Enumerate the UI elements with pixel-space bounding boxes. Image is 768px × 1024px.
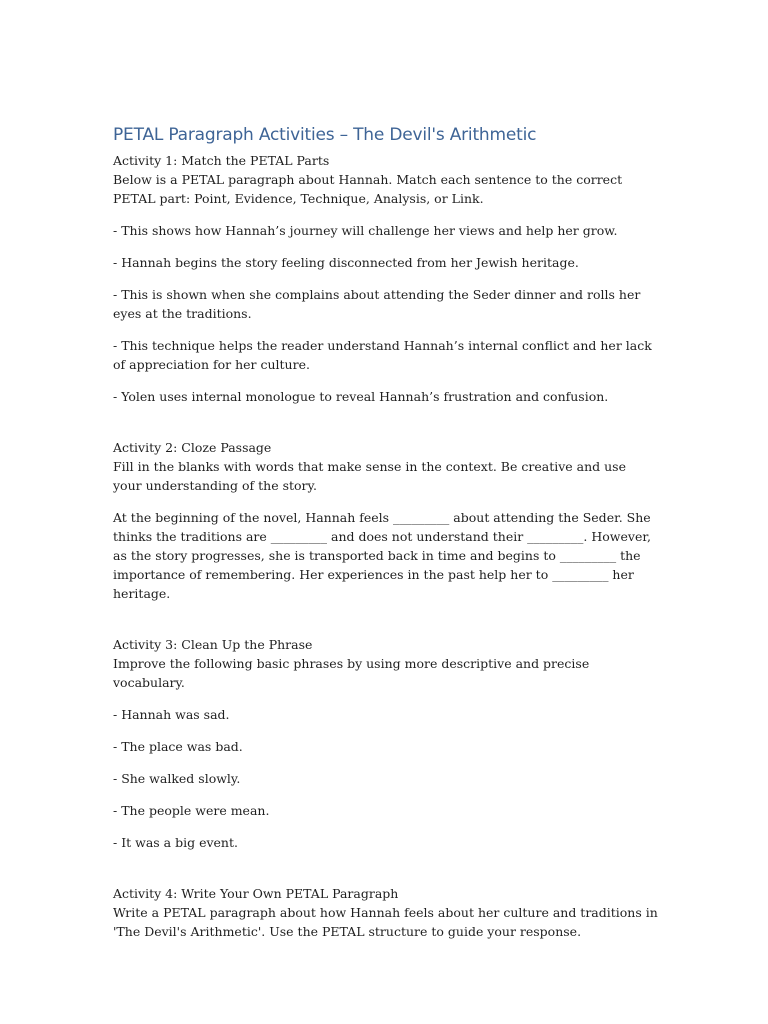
activity-1-intro: Below is a PETAL paragraph about Hannah. Match each sentence to the correct PETAL part: Point, Evidence, Technique, Analysis, or Link. (113, 172, 623, 206)
activity-1-heading: Activity 1: Match the PETAL Parts (113, 153, 330, 168)
document-title: PETAL Paragraph Activities – The Devil's Arithmetic (113, 125, 537, 145)
activity-3-item: - Hannah was sad. (113, 707, 230, 722)
activity-3-intro: Improve the following basic phrases by using more descriptive and precise vocabulary. (113, 656, 590, 690)
activity-4-intro: Write a PETAL paragraph about how Hannah feels about her culture and traditions in 'The Devil's Arithmetic'. Use the PETAL structure to guide your response. (113, 905, 658, 939)
activity-4-section (113, 884, 658, 941)
activity-1-item: - Hannah begins the story feeling disconnected from her Jewish heritage. (113, 255, 579, 270)
activity-3-section (113, 635, 658, 852)
activity-3-item: - It was a big event. (113, 835, 238, 850)
activity-3-item: - The place was bad. (113, 739, 243, 754)
activity-2-section (113, 438, 658, 603)
activity-3-heading: Activity 3: Clean Up the Phrase (113, 637, 313, 652)
activity-3-item: - She walked slowly. (113, 771, 241, 786)
activity-3-item: - The people were mean. (113, 803, 270, 818)
activity-2-heading: Activity 2: Cloze Passage (113, 440, 272, 455)
activity-1-item: - This technique helps the reader understand Hannah’s internal conflict and her lack of appreciation for her culture. (113, 338, 652, 372)
document-page (113, 122, 658, 941)
activity-1-item: - This shows how Hannah’s journey will challenge her views and help her grow. (113, 223, 618, 238)
activity-4-heading: Activity 4: Write Your Own PETAL Paragraph (113, 886, 399, 901)
cloze-passage: At the beginning of the novel, Hannah feels _________ about attending the Seder. She thinks the traditions are _________ and does not understand their _________. However, as the story progresses, she is transported back in time and begins to _________ the importance of remembering. Her experiences in the past help her to _________ her heritage. (113, 510, 651, 601)
activity-1-item: - Yolen uses internal monologue to reveal Hannah’s frustration and confusion. (113, 389, 609, 404)
activity-2-intro: Fill in the blanks with words that make sense in the context. Be creative and use your understanding of the story. (113, 459, 626, 493)
activity-1-section (113, 151, 658, 406)
activity-1-item: - This is shown when she complains about attending the Seder dinner and rolls her eyes at the traditions. (113, 287, 641, 321)
